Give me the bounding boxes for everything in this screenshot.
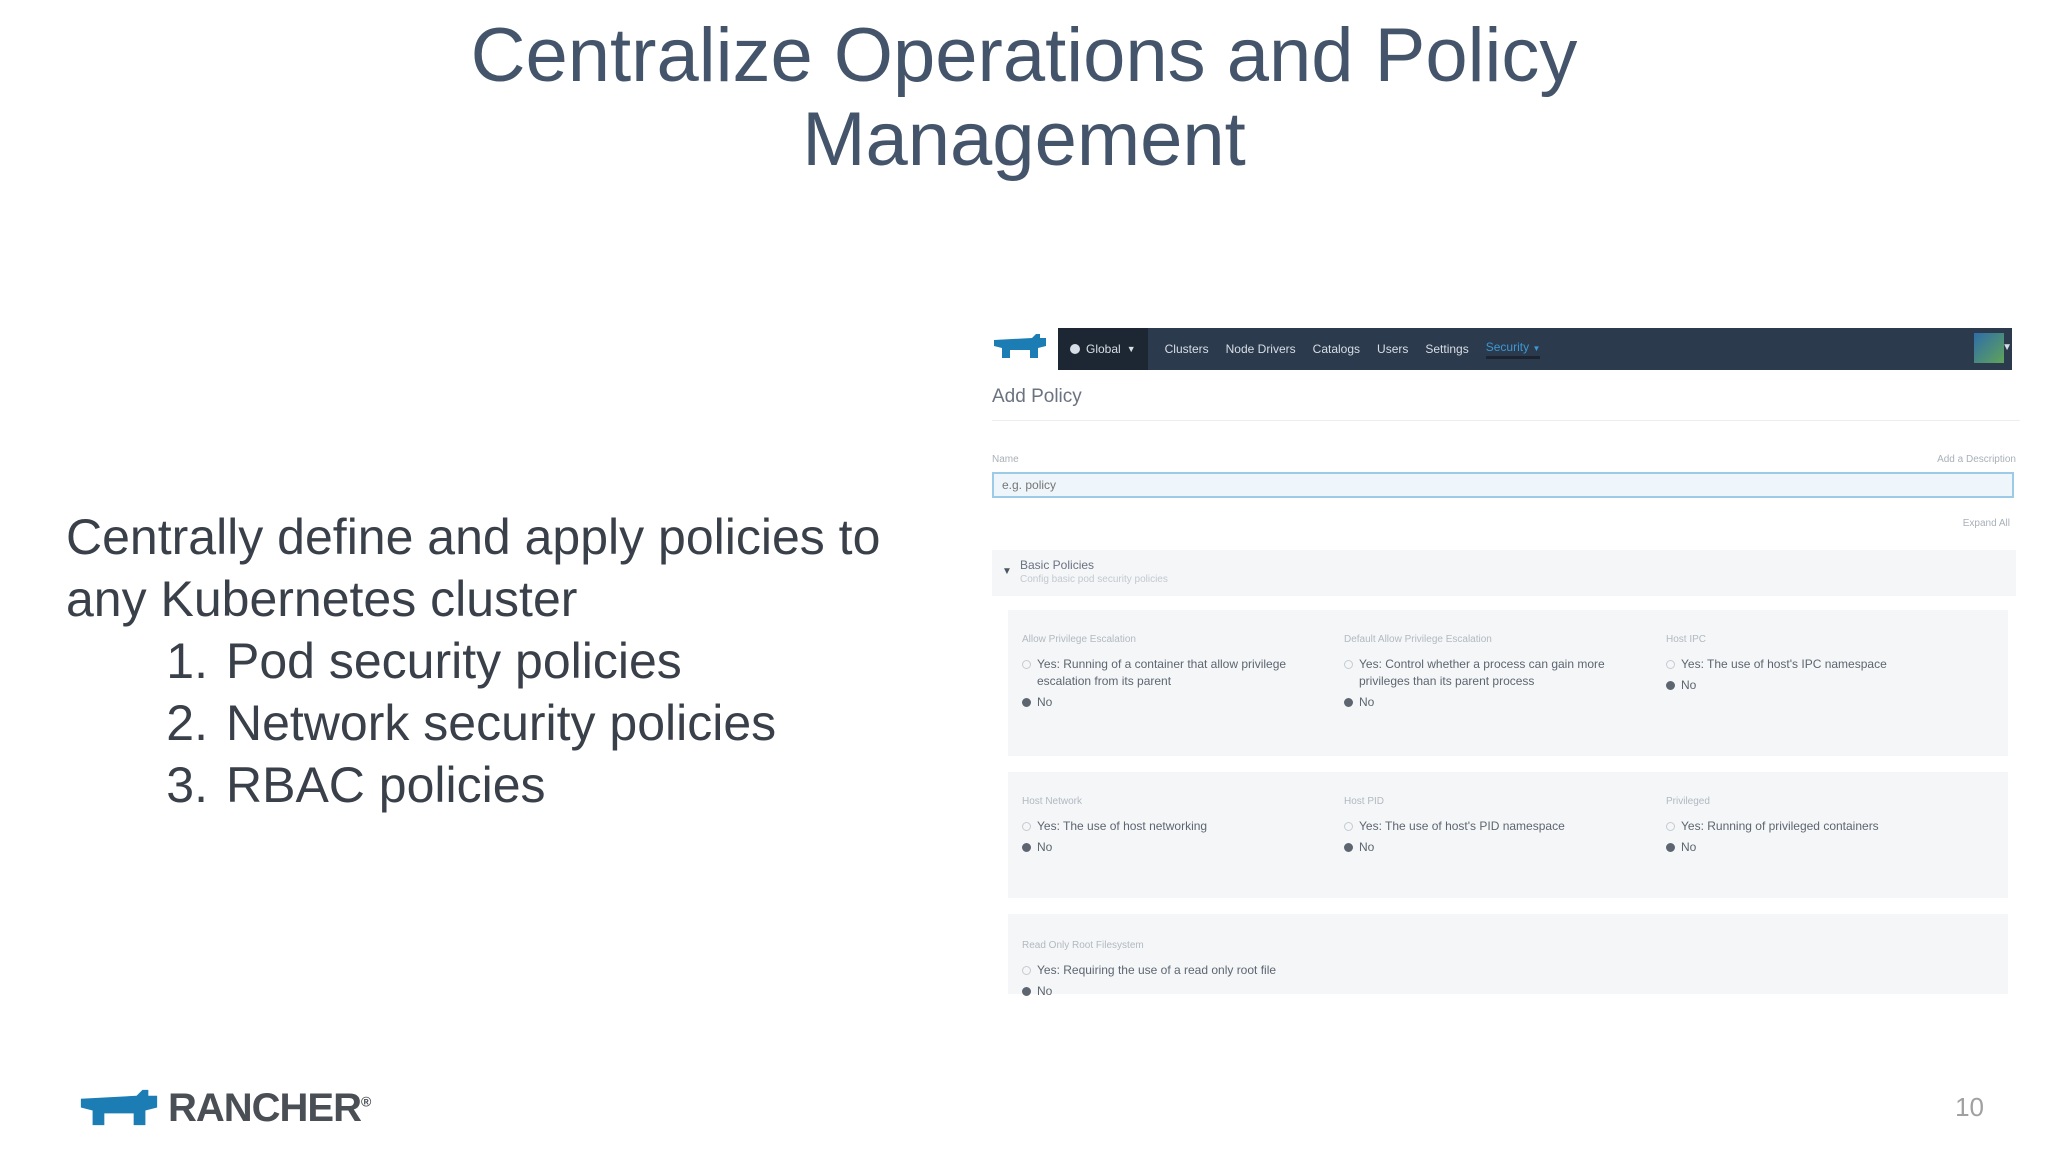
list-item: 2. Network security policies bbox=[166, 695, 777, 751]
policy-host-pid: Host PID Yes: The use of host's PID namespace No bbox=[1344, 796, 1565, 854]
radio-yes[interactable] bbox=[1344, 822, 1353, 831]
chevron-down-icon: ▼ bbox=[1002, 566, 1012, 577]
section-title: Basic Policies bbox=[1020, 558, 1095, 572]
radio-yes[interactable] bbox=[1344, 660, 1353, 669]
policy-list bbox=[66, 630, 880, 816]
body-line-1: Centrally define and apply policies to bbox=[66, 509, 881, 565]
radio-no[interactable] bbox=[1022, 843, 1031, 852]
list-item: 3. RBAC policies bbox=[166, 757, 546, 813]
policy-host-ipc: Host IPC Yes: The use of host's IPC namespace No bbox=[1666, 634, 1887, 692]
chevron-down-icon: ▼ bbox=[1126, 344, 1136, 354]
policy-card bbox=[1008, 610, 2008, 756]
nav-clusters[interactable]: Clusters bbox=[1164, 342, 1209, 356]
rancher-cow-icon bbox=[76, 1087, 162, 1131]
radio-yes[interactable] bbox=[1022, 660, 1031, 669]
radio-no[interactable] bbox=[1666, 843, 1675, 852]
chevron-down-icon: ▼ bbox=[1532, 343, 1541, 353]
list-item: 1. Pod security policies bbox=[166, 633, 682, 689]
radio-no[interactable] bbox=[1666, 681, 1675, 690]
global-label: Global bbox=[1086, 342, 1121, 356]
policy-default-allow-privilege-escalation: Default Allow Privilege Escalation Yes: Control whether a process can gain more privileges than its parent process No bbox=[1344, 634, 1605, 709]
radio-no[interactable] bbox=[1022, 987, 1031, 996]
nav-node-drivers[interactable]: Node Drivers bbox=[1225, 342, 1296, 356]
radio-no[interactable] bbox=[1344, 843, 1353, 852]
slide-title-line-1: Centralize Operations and Policy bbox=[470, 13, 1578, 98]
global-menu[interactable] bbox=[1058, 328, 1148, 370]
page-heading: Add Policy bbox=[992, 386, 1082, 407]
radio-no[interactable] bbox=[1022, 698, 1031, 707]
slide-body bbox=[66, 506, 880, 816]
name-input[interactable] bbox=[992, 472, 2014, 498]
rancher-brand-logo bbox=[76, 1086, 370, 1131]
policy-read-only-root-filesystem: Read Only Root Filesystem Yes: Requiring the use of a read only root file No bbox=[1022, 940, 1277, 998]
avatar[interactable] bbox=[1974, 333, 2004, 363]
radio-no[interactable] bbox=[1344, 698, 1353, 707]
section-description: Config basic pod security policies bbox=[1020, 574, 1168, 585]
nav-settings[interactable]: Settings bbox=[1425, 342, 1469, 356]
globe-icon bbox=[1070, 344, 1080, 354]
page-number: 10 bbox=[1955, 1092, 1984, 1122]
radio-yes[interactable] bbox=[1022, 822, 1031, 831]
basic-policies-section[interactable] bbox=[992, 550, 2016, 596]
radio-yes[interactable] bbox=[1022, 966, 1031, 975]
policy-privileged: Privileged Yes: Running of privileged containers No bbox=[1666, 796, 1879, 854]
slide-title-line-2: Management bbox=[802, 97, 1246, 182]
radio-yes[interactable] bbox=[1666, 660, 1675, 669]
rancher-logo-icon bbox=[992, 332, 1048, 362]
policy-card bbox=[1008, 772, 2008, 898]
chevron-down-icon[interactable]: ▼ bbox=[2002, 342, 2012, 353]
policy-host-network: Host Network Yes: The use of host networking No bbox=[1022, 796, 1208, 854]
radio-yes[interactable] bbox=[1666, 822, 1675, 831]
top-nav bbox=[1058, 328, 2012, 370]
add-description-link[interactable]: Add a Description bbox=[1937, 454, 2016, 465]
nav-security[interactable]: Security ▼ bbox=[1486, 340, 1541, 359]
expand-all-link[interactable]: Expand All bbox=[1962, 518, 2010, 529]
nav-users[interactable]: Users bbox=[1377, 342, 1409, 356]
body-line-2: any Kubernetes cluster bbox=[66, 571, 578, 627]
logo-text: RANCHER® bbox=[168, 1086, 371, 1130]
policy-card bbox=[1008, 914, 2008, 998]
slide-title bbox=[0, 14, 2048, 182]
policy-allow-privilege-escalation: Allow Privilege Escalation Yes: Running of a container that allow privilege escalation from its parent No bbox=[1022, 634, 1287, 709]
rancher-screenshot bbox=[990, 324, 2020, 998]
nav-catalogs[interactable]: Catalogs bbox=[1312, 342, 1361, 356]
divider bbox=[992, 420, 2020, 421]
name-label: Name bbox=[992, 454, 1019, 465]
